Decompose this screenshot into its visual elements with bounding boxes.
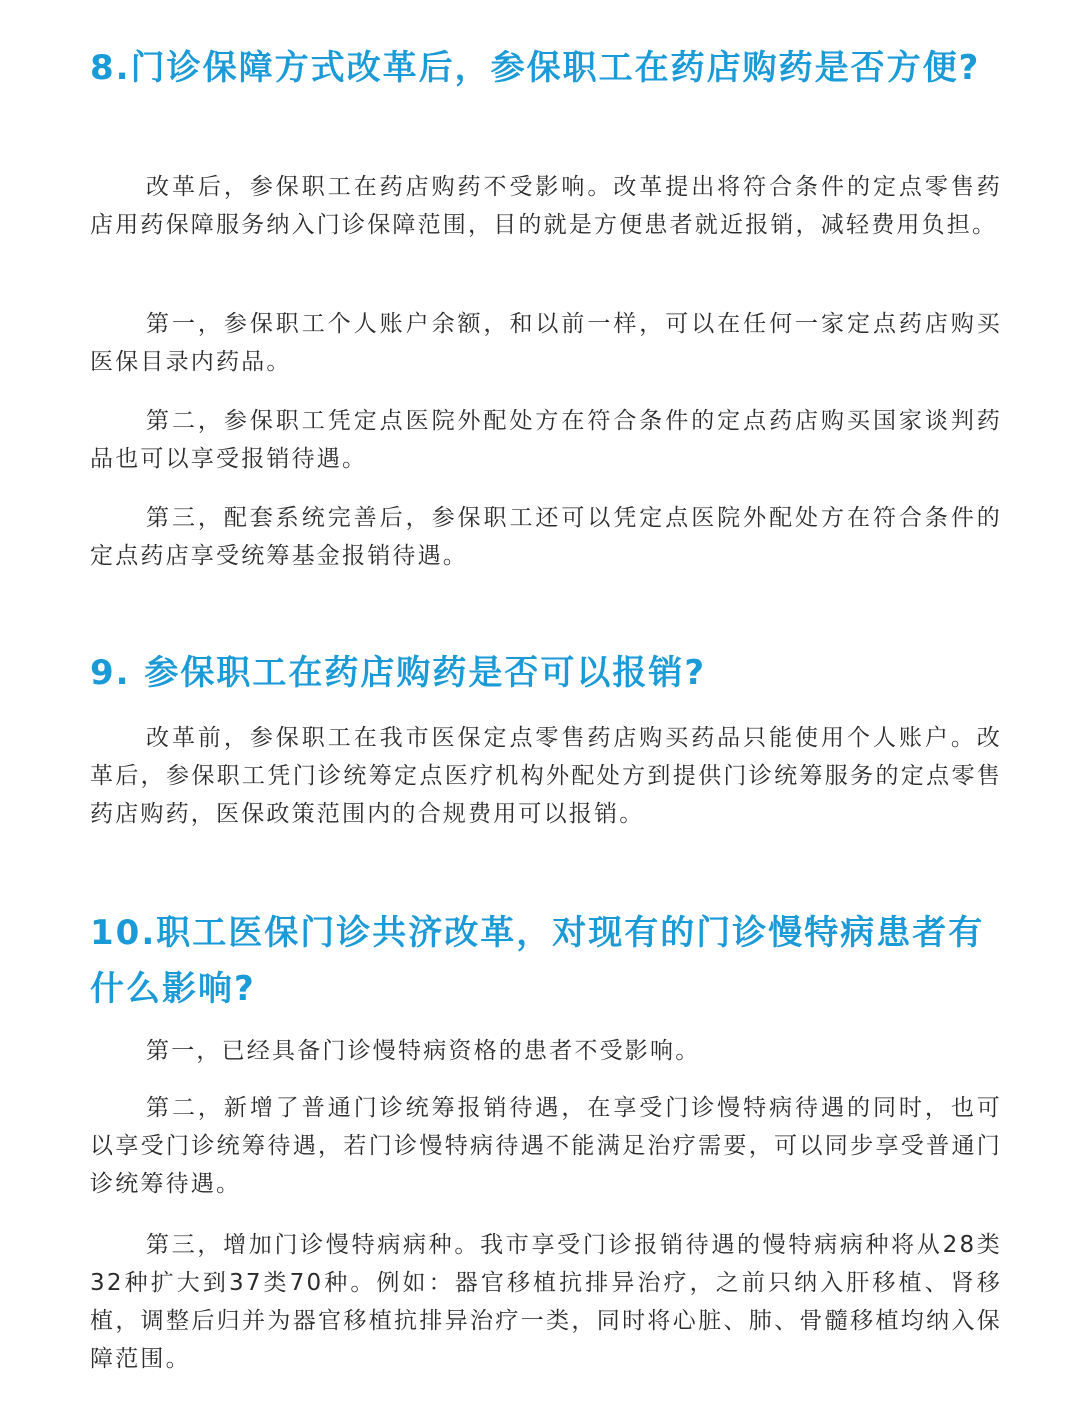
question-8-heading: 8.门诊保障方式改革后，参保职工在药店购药是否方便? xyxy=(90,48,981,88)
question-9-answer: 改革前，参保职工在我市医保定点零售药店购买药品只能使用个人账户。改革后，参保职工凭门诊统筹定点医疗机构外配处方到提供门诊统筹服务的定点零售药店购药，医保政策范围内的合规费用可以报销。 xyxy=(90,725,1002,827)
question-8-answer-point-3: 第三，配套系统完善后，参保职工还可以凭定点医院外配处方在符合条件的定点药店享受统筹基金报销待遇。 xyxy=(90,505,1002,569)
question-8-answer-point-2: 第二，参保职工凭定点医院外配处方在符合条件的定点药店购买国家谈判药品也可以享受报销待遇。 xyxy=(90,408,1002,472)
question-9-heading: 9. 参保职工在药店购药是否可以报销? xyxy=(90,653,707,693)
question-10-answer-point-3: 第三，增加门诊慢特病病种。我市享受门诊报销待遇的慢特病病种将从28类32种扩大到37类70种。例如：器官移植抗排异治疗，之前只纳入肝移植、肾移植，调整后归并为器官移植抗排异治疗一类，同时将心脏、肺、骨髓移植均纳入保障范围。 xyxy=(90,1232,1002,1372)
question-10-heading: 10.职工医保门诊共济改革，对现有的门诊慢特病患者有什么影响? xyxy=(90,913,985,1009)
question-8-answer-intro: 改革后，参保职工在药店购药不受影响。改革提出将符合条件的定点零售药店用药保障服务纳入门诊保障范围，目的就是方便患者就近报销，减轻费用负担。 xyxy=(90,174,1002,238)
question-10-answer-point-2: 第二，新增了普通门诊统筹报销待遇，在享受门诊慢特病待遇的同时，也可以享受门诊统筹待遇，若门诊慢特病待遇不能满足治疗需要，可以同步享受普通门诊统筹待遇。 xyxy=(90,1095,1002,1197)
question-8-answer-point-1: 第一，参保职工个人账户余额，和以前一样，可以在任何一家定点药店购买医保目录内药品。 xyxy=(90,311,1002,375)
question-10-answer-point-1: 第一，已经具备门诊慢特病资格的患者不受影响。 xyxy=(146,1038,701,1064)
